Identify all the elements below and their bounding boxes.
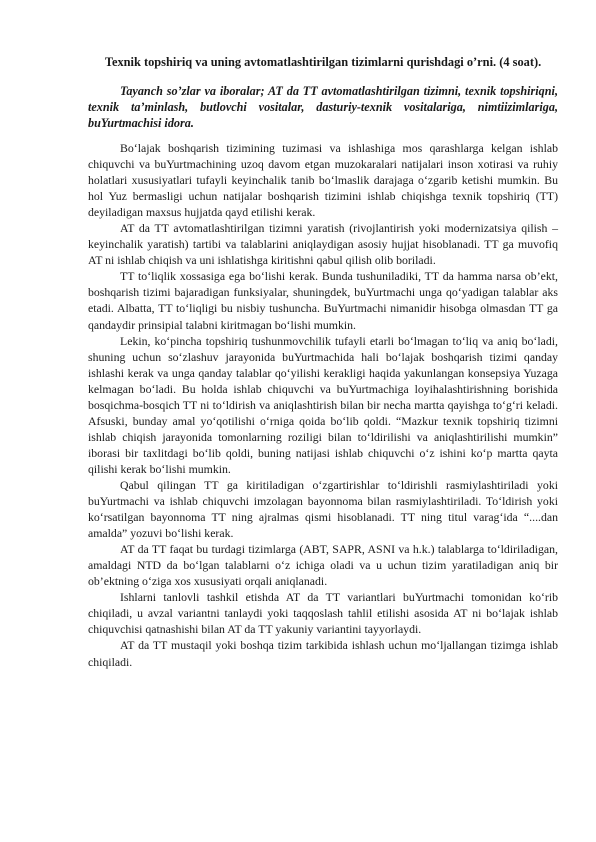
keywords-paragraph: Tayanch so’zlar va iboralar; AT da TT avtomatlashtirilgan tizimni, texnik topshiriqni, texnik ta’minlash, butlovchi vositalar, dasturiy-texnik vositalariga, nimtiizimlariga, buYurtmachisi idora. bbox=[88, 84, 558, 130]
document-title: Texnik topshiriq va uning avtomatlashtirilgan tizimlarni qurishdagi o’rni. (4 soat). bbox=[104, 55, 542, 69]
body-paragraph-2: AT da TT avtomatlashtirilgan tizimni yaratish (rivojlantirish yoki modernizatsiya qilish – keyinchalik yaratish) tartibi va talablarini aniqlaydigan asosiy hujjat hisoblanadi. TT ga muvofiq AT ni ishlab chiqish va uni ishlatishga kiritishni qabul qilish olib boriladi. bbox=[88, 221, 558, 268]
body-paragraph-1: Bo‘lajak boshqarish tizimining tuzimasi va ishlashiga mos qarashlarga kelgan ishlab chiquvchi va buYurtmachining uzoq davom etgan muzokaralari natijalari inson xotirasi va ruhiy holatlari xususiyatlari tufayli keyinchalik tanib bo‘lmaslik darajaga o‘zgarib ketishi mumkin. Bu hol Yuz bermasligi uchun natijalar boshqarish tizimini ishlab chiqishga texnik topshiriq (TT) deyiladigan maxsus hujjatda qayd etilishi kerak. bbox=[88, 141, 558, 220]
body-paragraph-3: TT to‘liqlik xossasiga ega bo‘lishi kerak. Bunda tushuniladiki, TT da hamma narsa ob’ekt, boshqarish tizimi bajaradigan funksiyalar, shuningdek, buYurtmachi unga qo‘yadigan talablar aks etadi. Albatta, TT to‘liqligi bu nisbiy tushuncha. BuYurtmachi nimanidir hisobga olmasdan TT ga qandaydir prinsipial talabni kiritmagan bo‘lishi mumkin. bbox=[88, 269, 558, 332]
body-paragraph-7: Ishlarni tanlovli tashkil etishda AT da TT variantlari buYurtmachi tomonidan ko‘rib chiqiladi, u avzal variantni tanlaydi yoki taqqoslash tahlil etilishi asosida AT ni bo‘lajak ishlab chiquvchisi qatnashishi bilan AT da TT yakuniy variantini tayyorlaydi. bbox=[88, 590, 558, 637]
body-paragraph-8: AT da TT mustaqil yoki boshqa tizim tarkibida ishlash uchun mo‘ljallangan tizimga ishlab chiqiladi. bbox=[88, 638, 558, 669]
body-paragraph-4: Lekin, ko‘pincha topshiriq tushunmovchilik tufayli etarli bo‘lmagan to‘liq va aniq bo‘ladi, shuning uchun so‘zlashuv jarayonida buYurtmachida hali bo‘lajak boshqarish tizimi qanday ishlashi kerak va unga qanday talablar qo‘yilishi kerakligi haqida yakunlangan konsepsiya Yuzaga kelmagan bo‘ladi. Bu holda ishlab chiquvchi va buYurtmachiga loyihalashtirishning borishida bosqichma-bosqich TT ni to‘ldirish va aniqlashtirish bilan bir necha martta qayishga to‘g‘ri keladi. Afsuski, bunday amal yo‘qotilishi o‘rniga qoida bo‘lib qoldi. “Mazkur texnik topshiriq tizimni ishlab chiqish jarayonida tomonlarning roziligi bilan to‘ldirilishi va aniqlashtirilishi mumkin” iborasi bir taxlitdagi bo‘lib qoldi, buning natijasi ishlab chiquvchi o‘z ishini ko‘p martta qayta qilishi kerak bo‘lishi mumkin. bbox=[88, 333, 558, 476]
body-paragraph-5: Qabul qilingan TT ga kiritiladigan o‘zgartirishlar to‘ldirishli rasmiylashtiriladi yoki buYurtmachi va ishlab chiquvchi imzolagan bayonnoma bilan rasmiylashtiriladi. To‘ldirish yoki ko‘rsatilgan bayonnoma TT ning ajralmas qismi hisoblanadi. TT ning titul varag‘ida “....dan amalda” yozuvi bo‘lishi kerak. bbox=[88, 477, 558, 541]
document-page bbox=[88, 54, 558, 670]
body-paragraph-6: AT da TT faqat bu turdagi tizimlarga (ABT, SAPR, ASNI va h.k.) talablarga to‘ldiriladigan, amaldagi NTD da bo‘lgan talablarni o‘z ichiga oladi va u uchun tizim yaratiladigan aniq bir ob’ektning o‘ziga xos xususiyati orqali aniqlanadi. bbox=[88, 542, 558, 589]
